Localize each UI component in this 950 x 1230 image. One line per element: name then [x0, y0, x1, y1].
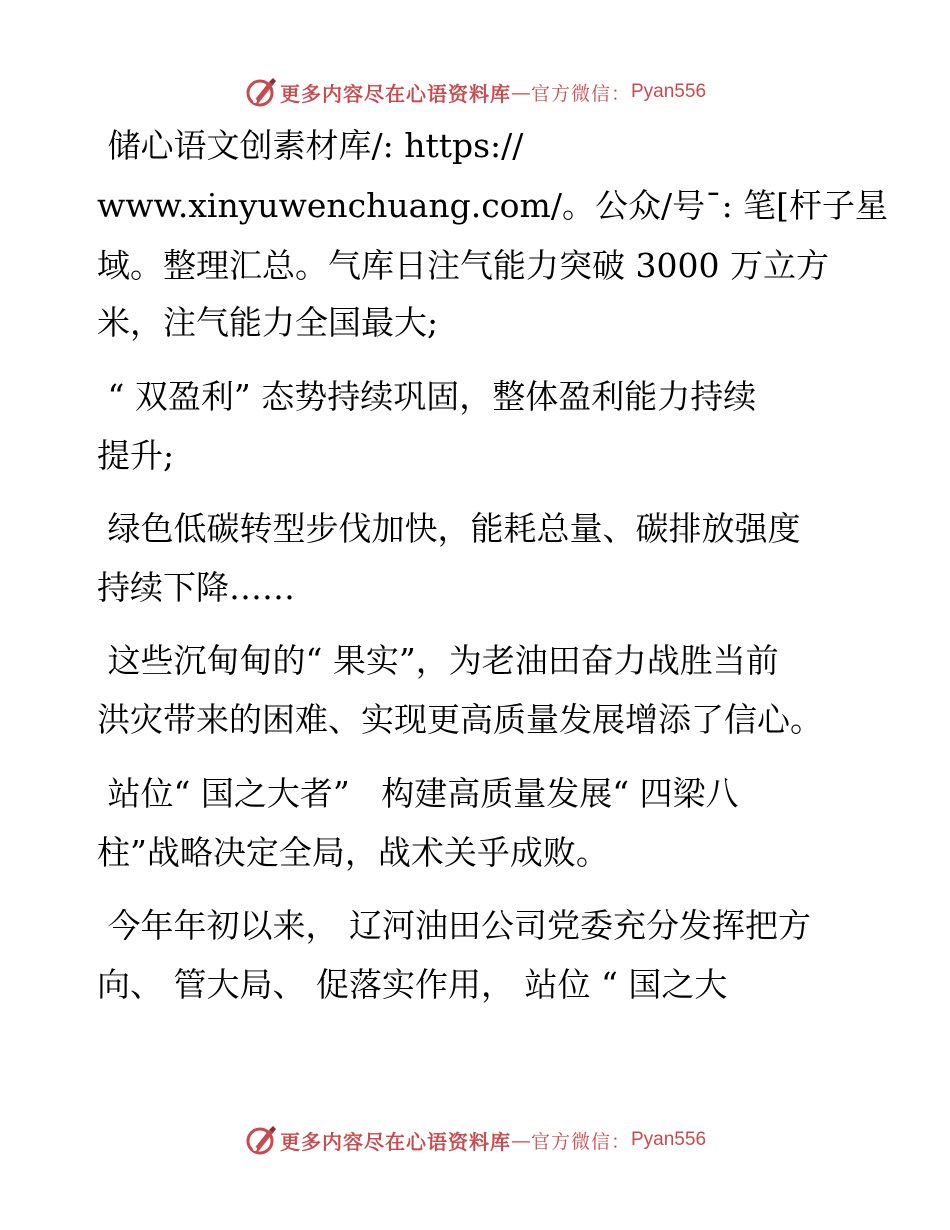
body-line: www.xinyuwenchuang.com/。公众/号¯: 笔[杆子星: [97, 186, 889, 225]
body-line: 今年年初以来， 辽河油田公司党委充分发挥把方: [97, 906, 811, 945]
body-line: 域。整理汇总。气库日注气能力突破 3000 万立方: [97, 246, 829, 285]
body-line: 站位“ 国之大者” 构建高质量发展“ 四梁八: [97, 774, 739, 813]
body-line: 持续下降……: [97, 568, 295, 607]
watermark-label: 官方微信：: [530, 1130, 631, 1153]
pen-logo-icon: [244, 1123, 278, 1157]
pen-logo-icon: [244, 75, 278, 109]
watermark-brand: 更多内容尽在心语资料库: [279, 1129, 511, 1154]
body-line: 米，注气能力全国最大;: [97, 303, 439, 342]
body-line: 柱”战略决定全局，战术关乎成败。: [97, 833, 609, 872]
body-line: 提升;: [97, 436, 175, 475]
header-watermark: [0, 72, 950, 112]
watermark-separator: —: [510, 1128, 531, 1152]
body-line: 绿色低碳转型步伐加快，能耗总量、碳排放强度: [97, 509, 801, 548]
watermark-separator: —: [510, 80, 531, 104]
body-line: 储心语文创素材库/: https://: [97, 126, 524, 165]
watermark-wechat-id: Pyan556: [631, 81, 707, 102]
body-line: 这些沉甸甸的“ 果实”，为老油田奋力战胜当前: [97, 641, 779, 680]
watermark-label: 官方微信：: [530, 82, 631, 105]
body-line: “ 双盈利” 态势持续巩固，整体盈利能力持续: [97, 377, 757, 416]
body-line: 洪灾带来的困难、实现更高质量发展增添了信心。: [97, 700, 823, 739]
watermark-wechat-id: Pyan556: [631, 1129, 707, 1150]
footer-watermark: [0, 1120, 950, 1160]
body-line: 向、 管大局、 促落实作用， 站位 “ 国之大: [97, 965, 728, 1004]
watermark-brand: 更多内容尽在心语资料库: [279, 81, 511, 106]
